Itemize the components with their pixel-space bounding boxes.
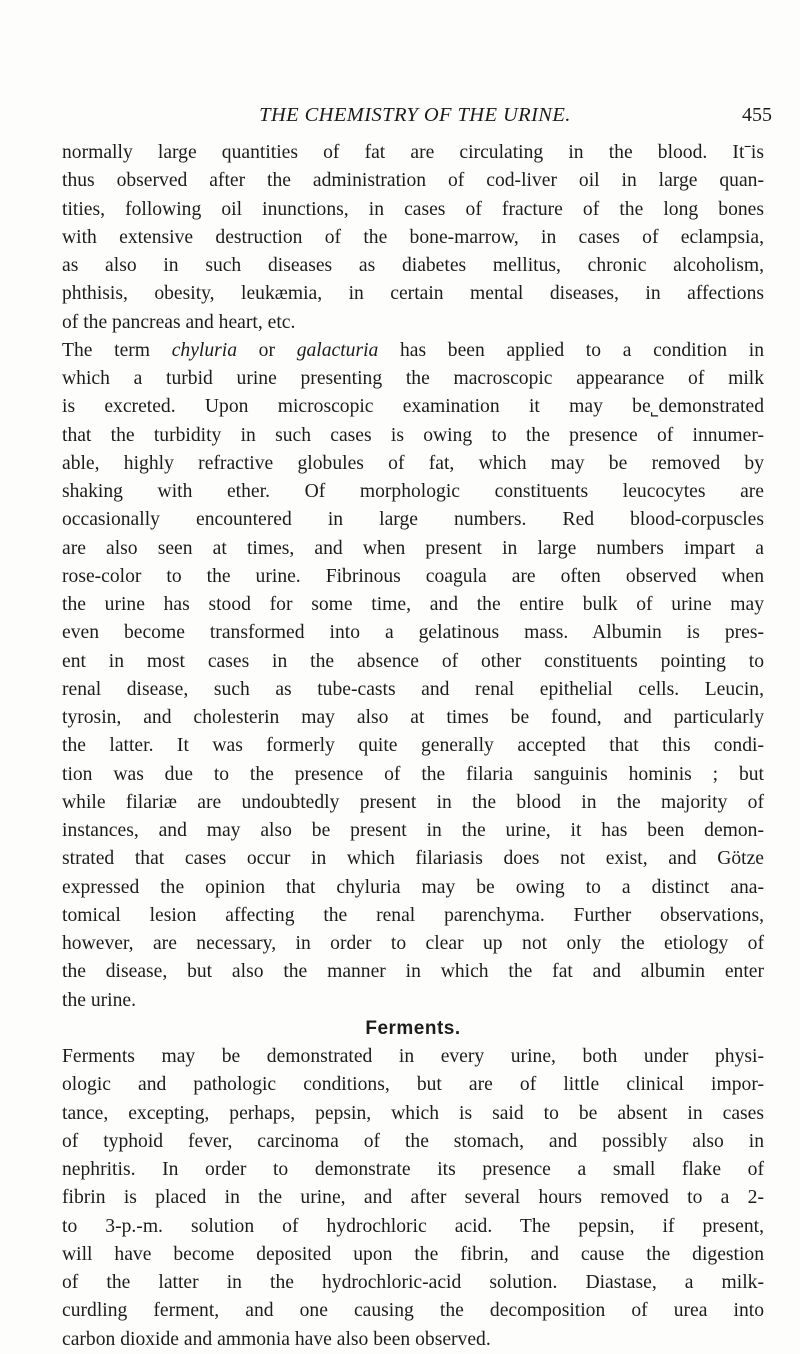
text-line: tion was due to the presence of the filaria sanguinis hominis ; but: [62, 763, 764, 785]
text-line: of the pancreas and heart, etc.: [62, 311, 296, 333]
text-line: even become transformed into a gelatinous mass. Albumin is pres-: [62, 622, 764, 644]
running-title: THE CHEMISTRY OF THE URINE.: [259, 104, 571, 126]
text-line: fibrin is placed in the urine, and after several hours removed to a 2-: [62, 1187, 764, 1209]
text-line: phthisis, obesity, leukæmia, in certain mental diseases, in affections: [62, 283, 764, 305]
paragraph-ferments: [62, 1043, 776, 1354]
text-line: tance, excepting, perhaps, pepsin, which is said to be absent in cases: [62, 1102, 764, 1124]
text-line: the urine.: [62, 989, 136, 1011]
text-line: able, highly refractive globules of fat, which may be removed by: [62, 452, 764, 474]
text-line: ent in most cases in the absence of other constituents pointing to: [62, 650, 764, 672]
text-line: tyrosin, and cholesterin may also at times be found, and particularly: [62, 707, 764, 728]
text-line: of typhoid fever, carcinoma of the stomach, and possibly also in: [62, 1130, 764, 1152]
section-heading-ferments: Ferments.: [365, 1017, 461, 1039]
text-line: however, are necessary, in order to clear up not only the etiology of: [62, 933, 764, 954]
text-line: nephritis. In order to demonstrate its presence a small flake of: [62, 1159, 764, 1180]
text-line: instances, and may also be present in the urine, it has been demon-: [62, 820, 764, 841]
text-line: the disease, but also the manner in which the fat and albumin enter: [62, 961, 764, 983]
text-line: expressed the opinion that chyluria may be owing to a distinct ana-: [62, 876, 764, 898]
text-line: tomical lesion affecting the renal parenchyma. Further observations,: [62, 904, 764, 926]
running-head: [62, 104, 772, 134]
text-line: the latter. It was formerly quite generally accepted that this condi-: [62, 735, 764, 757]
paragraph-chyluria: [62, 337, 776, 1015]
text-line: while filariæ are undoubtedly present in the blood in the majority of: [62, 791, 764, 813]
text-line-with-terms: [62, 337, 764, 365]
text-line: curdling ferment, and one causing the decomposition of urea into: [62, 1300, 764, 1322]
text-line: that the turbidity in such cases is owing to the presence of innumer-: [62, 424, 764, 446]
text-line: thus observed after the administration of cod-liver oil in large quan-: [62, 170, 764, 192]
page-number: 455: [742, 104, 772, 126]
text-line: normally large quantities of fat are circulating in the blood. Itˉis: [62, 142, 764, 163]
text-line: are also seen at times, and when present in large numbers impart a: [62, 537, 764, 559]
text-line: the urine has stood for some time, and the entire bulk of urine may: [62, 594, 764, 615]
text-line: which a turbid urine presenting the macroscopic appearance of milk: [62, 368, 764, 389]
text-line: with extensive destruction of the bone-marrow, in cases of eclampsia,: [62, 226, 764, 248]
term-chyluria: chyluria: [171, 339, 238, 361]
text-line: strated that cases occur in which filariasis does not exist, and Götze: [62, 848, 764, 870]
text-line: as also in such diseases as diabetes mellitus, chronic alcoholism,: [62, 255, 764, 276]
text-line: will have become deposited upon the fibrin, and cause the digestion: [62, 1243, 764, 1265]
text-line: carbon dioxide and ammonia have also been observed.: [62, 1328, 491, 1350]
paragraph-fat-circulation: [62, 139, 776, 337]
text-line: to 3-p.-m. solution of hydrochloric acid. The pepsin, if present,: [62, 1215, 764, 1237]
term-galacturia: galacturia: [296, 339, 379, 361]
text-span: or: [237, 339, 297, 361]
text-line: Ferments may be demonstrated in every urine, both under physi-: [62, 1046, 764, 1067]
text-line: ologic and pathologic conditions, but are of little clinical impor-: [62, 1074, 764, 1096]
text-span: has been applied to a condition in: [378, 339, 764, 361]
body-text: [62, 139, 776, 1354]
text-line: is excreted. Upon microscopic examination it may be˾demonstrated: [62, 396, 764, 418]
text-line: renal disease, such as tube-casts and renal epithelial cells. Leucin,: [62, 678, 764, 700]
text-line: occasionally encountered in large numbers. Red blood-corpuscles: [62, 509, 764, 531]
text-line: tities, following oil inunctions, in cases of fracture of the long bones: [62, 198, 764, 220]
text-span: The term: [62, 339, 172, 361]
text-line: rose-color to the urine. Fibrinous coagula are often observed when: [62, 565, 764, 587]
text-line: of the latter in the hydrochloric-acid solution. Diastase, a milk-: [62, 1272, 764, 1293]
text-line: shaking with ether. Of morphologic constituents leucocytes are: [62, 481, 764, 502]
